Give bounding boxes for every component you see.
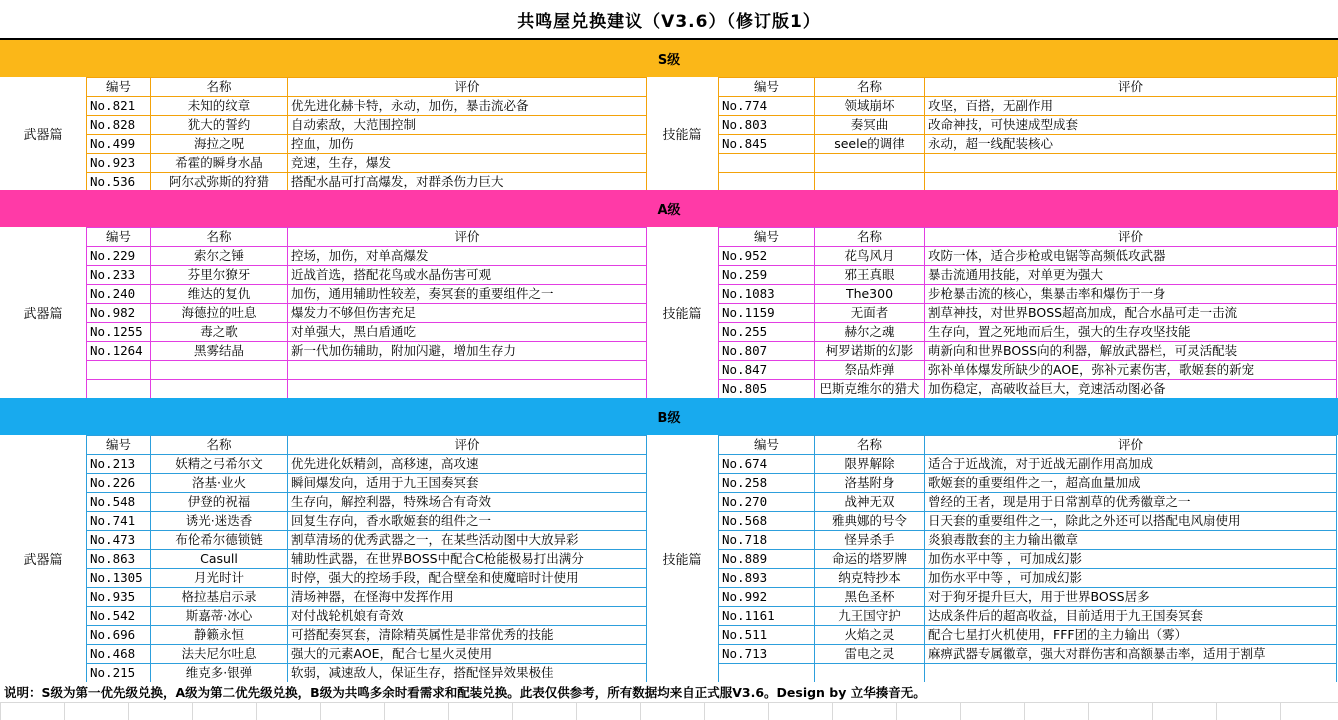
item-number: No.807	[719, 342, 815, 361]
item-name: 火焰之灵	[815, 626, 925, 645]
s-skill-table	[718, 77, 1337, 192]
table-row	[87, 588, 647, 607]
item-evaluation: 回复生存向，香水歌姬套的组件之一	[288, 512, 647, 531]
item-evaluation: 软弱，减速敌人，保证生存，搭配怪异效果极佳	[288, 664, 647, 683]
item-name: 雅典娜的号令	[815, 512, 925, 531]
header-eval: 评价	[288, 78, 647, 97]
item-name: 芬里尔獠牙	[151, 266, 288, 285]
table-header-row	[719, 228, 1337, 247]
table-row	[87, 247, 647, 266]
item-evaluation: 适合于近战流，对于近战无副作用高加成	[925, 455, 1337, 474]
item-evaluation: 弥补单体爆发所缺少的AOE，弥补元素伤害，歌姬套的新宠	[925, 361, 1337, 380]
item-number: No.255	[719, 323, 815, 342]
item-name: 限界解除	[815, 455, 925, 474]
table-row	[719, 550, 1337, 569]
item-evaluation	[288, 380, 647, 399]
table-row	[719, 323, 1337, 342]
item-name: 战神无双	[815, 493, 925, 512]
item-evaluation: 步枪暴击流的核心，集暴击率和爆伤于一身	[925, 285, 1337, 304]
item-number: No.499	[87, 135, 151, 154]
item-number: No.863	[87, 550, 151, 569]
item-evaluation: 歌姬套的重要组件之一，超高血量加成	[925, 474, 1337, 493]
item-name: 无面者	[815, 304, 925, 323]
table-row	[87, 493, 647, 512]
item-name: 诱光·迷迭香	[151, 512, 288, 531]
a-weapon-table	[86, 227, 647, 399]
tier-header-s: S级	[0, 40, 1338, 77]
item-number: No.542	[87, 607, 151, 626]
item-evaluation: 优先进化妖精剑，高移速，高攻速	[288, 455, 647, 474]
item-number: No.828	[87, 116, 151, 135]
item-evaluation: 辅助性武器，在世界BOSS中配合C枪能极易打出满分	[288, 550, 647, 569]
item-evaluation	[288, 361, 647, 380]
item-number: No.1255	[87, 323, 151, 342]
item-number: No.982	[87, 304, 151, 323]
item-evaluation: 达成条件后的超高收益，目前适用于九王国奏冥套	[925, 607, 1337, 626]
item-evaluation	[925, 154, 1337, 173]
weapon-section-label: 武器篇	[23, 128, 63, 143]
tier-header-a: A级	[0, 190, 1338, 227]
item-name: 阿尔忒弥斯的狩猎	[151, 173, 288, 192]
item-name: 命运的塔罗牌	[815, 550, 925, 569]
item-number: No.213	[87, 455, 151, 474]
item-name	[815, 154, 925, 173]
header-no: 编号	[87, 436, 151, 455]
item-evaluation: 加伤，通用辅助性较差，奏冥套的重要组件之一	[288, 285, 647, 304]
item-evaluation: 对付战轮机娘有奇效	[288, 607, 647, 626]
table-row	[87, 97, 647, 116]
skill-section-label: 技能篇	[662, 553, 702, 568]
item-number: No.992	[719, 588, 815, 607]
item-number: No.1083	[719, 285, 815, 304]
item-number: No.718	[719, 531, 815, 550]
item-number: No.226	[87, 474, 151, 493]
item-name: 黑雾结晶	[151, 342, 288, 361]
item-number: No.233	[87, 266, 151, 285]
table-header-row	[87, 78, 647, 97]
item-evaluation: 爆发力不够但伤害充足	[288, 304, 647, 323]
item-name: 维达的复仇	[151, 285, 288, 304]
item-name: 赫尔之魂	[815, 323, 925, 342]
table-row	[719, 380, 1337, 399]
table-row	[87, 531, 647, 550]
skill-section-label: 技能篇	[662, 307, 702, 322]
item-name: Casull	[151, 550, 288, 569]
item-name: 邪王真眼	[815, 266, 925, 285]
item-evaluation: 攻坚，百搭，无副作用	[925, 97, 1337, 116]
item-name: seele的调律	[815, 135, 925, 154]
header-eval: 评价	[288, 436, 647, 455]
table-header-row	[87, 436, 647, 455]
table-row	[87, 550, 647, 569]
item-evaluation: 搭配水晶可打高爆发，对群杀伤力巨大	[288, 173, 647, 192]
item-name: 犹大的誓约	[151, 116, 288, 135]
item-evaluation: 对单强大，黑白盾通吃	[288, 323, 647, 342]
footer-note: 说明：S级为第一优先级兑换，A级为第二优先级兑换，B级为共鸣多余时看需求和配装兑换。此表仅供参考，所有数据均来自正式服V3.6。Design by 立华揍音无。	[0, 682, 1338, 702]
section-s	[0, 77, 1338, 190]
table-row	[719, 531, 1337, 550]
item-name: 洛基·业火	[151, 474, 288, 493]
item-evaluation: 近战首选，搭配花鸟或水晶伤害可观	[288, 266, 647, 285]
item-name: 九王国守护	[815, 607, 925, 626]
item-number: No.893	[719, 569, 815, 588]
section-a	[0, 227, 1338, 398]
item-name: 怪异杀手	[815, 531, 925, 550]
header-eval: 评价	[925, 228, 1337, 247]
item-number: No.1159	[719, 304, 815, 323]
item-number: No.511	[719, 626, 815, 645]
table-row	[719, 304, 1337, 323]
item-number: No.847	[719, 361, 815, 380]
item-number: No.536	[87, 173, 151, 192]
item-name: 纳克特抄本	[815, 569, 925, 588]
item-evaluation: 可搭配奏冥套，清除精英属性是非常优秀的技能	[288, 626, 647, 645]
table-row	[719, 493, 1337, 512]
table-row	[87, 569, 647, 588]
item-number: No.1305	[87, 569, 151, 588]
item-evaluation	[925, 173, 1337, 192]
item-number	[719, 154, 815, 173]
table-row	[719, 645, 1337, 664]
item-number: No.215	[87, 664, 151, 683]
item-number: No.240	[87, 285, 151, 304]
item-name: 希霍的瞬身水晶	[151, 154, 288, 173]
item-evaluation: 对于狗牙提升巨大，用于世界BOSS居多	[925, 588, 1337, 607]
b-weapon-table	[86, 435, 647, 683]
table-row	[87, 455, 647, 474]
item-name: 海拉之呪	[151, 135, 288, 154]
table-header-row	[719, 436, 1337, 455]
item-name: 月光时计	[151, 569, 288, 588]
table-row	[719, 664, 1337, 683]
page-title: 共鸣屋兑换建议（V3.6）（修订版1）	[0, 0, 1338, 40]
item-number: No.923	[87, 154, 151, 173]
item-evaluation: 优先进化赫卡特，永动，加伤，暴击流必备	[288, 97, 647, 116]
item-evaluation: 日天套的重要组件之一，除此之外还可以搭配电风扇使用	[925, 512, 1337, 531]
table-row	[719, 154, 1337, 173]
item-number: No.1264	[87, 342, 151, 361]
item-evaluation: 新一代加伤辅助，附加闪避，增加生存力	[288, 342, 647, 361]
item-number: No.952	[719, 247, 815, 266]
item-number: No.805	[719, 380, 815, 399]
section-b	[0, 435, 1338, 682]
table-row	[87, 645, 647, 664]
item-number: No.696	[87, 626, 151, 645]
table-row	[719, 266, 1337, 285]
weapon-section-label: 武器篇	[23, 553, 63, 568]
item-name: 索尔之锤	[151, 247, 288, 266]
header-name: 名称	[151, 228, 288, 247]
item-number: No.229	[87, 247, 151, 266]
item-name: 巴斯克维尔的猎犬	[815, 380, 925, 399]
item-evaluation: 割草神技，对世界BOSS超高加成，配合水晶可走一击流	[925, 304, 1337, 323]
item-number: No.473	[87, 531, 151, 550]
table-row	[719, 512, 1337, 531]
table-row	[719, 455, 1337, 474]
item-name: 法夫尼尔吐息	[151, 645, 288, 664]
item-evaluation: 永动，超一线配装核心	[925, 135, 1337, 154]
item-name: 伊登的祝福	[151, 493, 288, 512]
item-evaluation: 控血，加伤	[288, 135, 647, 154]
item-name	[151, 361, 288, 380]
item-evaluation: 生存向，置之死地而后生，强大的生存攻坚技能	[925, 323, 1337, 342]
item-name: 祭品炸弹	[815, 361, 925, 380]
header-eval: 评价	[925, 436, 1337, 455]
item-number: No.713	[719, 645, 815, 664]
table-row	[719, 474, 1337, 493]
table-row	[719, 342, 1337, 361]
table-row	[87, 626, 647, 645]
table-row	[87, 342, 647, 361]
table-row	[87, 323, 647, 342]
tier-header-b: B级	[0, 398, 1338, 435]
item-name: 雷电之灵	[815, 645, 925, 664]
spreadsheet-gridlines	[0, 702, 1338, 720]
table-header-row	[87, 228, 647, 247]
table-row	[719, 588, 1337, 607]
item-evaluation	[925, 664, 1337, 683]
item-number	[87, 361, 151, 380]
item-number: No.935	[87, 588, 151, 607]
item-name: 黑色圣杯	[815, 588, 925, 607]
table-row	[719, 135, 1337, 154]
s-weapon-table	[86, 77, 647, 192]
item-number: No.548	[87, 493, 151, 512]
header-eval: 评价	[925, 78, 1337, 97]
table-row	[719, 285, 1337, 304]
table-row	[719, 361, 1337, 380]
item-name: 花鸟风月	[815, 247, 925, 266]
item-number: No.270	[719, 493, 815, 512]
item-name: 格拉基启示录	[151, 588, 288, 607]
table-row	[87, 116, 647, 135]
item-evaluation: 控场，加伤，对单高爆发	[288, 247, 647, 266]
item-evaluation: 加伤水平中等 ，可加成幻影	[925, 569, 1337, 588]
table-row	[719, 173, 1337, 192]
table-row	[87, 135, 647, 154]
header-no: 编号	[87, 78, 151, 97]
table-row	[87, 304, 647, 323]
item-number: No.821	[87, 97, 151, 116]
item-number: No.845	[719, 135, 815, 154]
item-number: No.468	[87, 645, 151, 664]
item-number: No.889	[719, 550, 815, 569]
item-evaluation: 改命神技，可快速成型成套	[925, 116, 1337, 135]
item-evaluation: 麻痹武器专属徽章，强大对群伤害和高额暴击率，适用于割草	[925, 645, 1337, 664]
item-number	[719, 173, 815, 192]
item-evaluation: 强大的元素AOE，配合七星火灵使用	[288, 645, 647, 664]
item-name: 领域崩坏	[815, 97, 925, 116]
table-header-row	[719, 78, 1337, 97]
item-evaluation: 自动索敌，大范围控制	[288, 116, 647, 135]
table-row	[87, 285, 647, 304]
item-evaluation: 清场神器，在怪海中发挥作用	[288, 588, 647, 607]
header-no: 编号	[719, 228, 815, 247]
table-row	[719, 247, 1337, 266]
item-name: 静籁永恒	[151, 626, 288, 645]
item-name	[815, 664, 925, 683]
item-number: No.568	[719, 512, 815, 531]
item-evaluation: 加伤稳定，高破收益巨大，竞速活动图必备	[925, 380, 1337, 399]
item-name: The300	[815, 285, 925, 304]
b-skill-table	[718, 435, 1337, 683]
table-row	[719, 607, 1337, 626]
table-row	[87, 173, 647, 192]
item-name: 斯嘉蒂·冰心	[151, 607, 288, 626]
item-evaluation: 攻防一体，适合步枪或电锯等高频低攻武器	[925, 247, 1337, 266]
header-eval: 评价	[288, 228, 647, 247]
item-evaluation: 暴击流通用技能，对单更为强大	[925, 266, 1337, 285]
item-name: 布伦希尔德锁链	[151, 531, 288, 550]
item-name	[815, 173, 925, 192]
table-row	[87, 664, 647, 683]
item-number	[719, 664, 815, 683]
table-row	[87, 607, 647, 626]
item-name: 洛基附身	[815, 474, 925, 493]
item-name	[151, 380, 288, 399]
item-name: 毒之歌	[151, 323, 288, 342]
header-name: 名称	[815, 436, 925, 455]
table-row	[719, 116, 1337, 135]
item-name: 奏冥曲	[815, 116, 925, 135]
item-evaluation: 配合七星打火机使用，FFF团的主力输出（雾）	[925, 626, 1337, 645]
header-no: 编号	[719, 436, 815, 455]
item-name: 维克多·银弹	[151, 664, 288, 683]
item-evaluation: 炎狼毒散套的主力输出徽章	[925, 531, 1337, 550]
item-number: No.258	[719, 474, 815, 493]
item-number: No.1161	[719, 607, 815, 626]
skill-section-label: 技能篇	[662, 128, 702, 143]
table-row	[87, 361, 647, 380]
item-evaluation: 加伤水平中等 ，可加成幻影	[925, 550, 1337, 569]
header-name: 名称	[815, 78, 925, 97]
item-evaluation: 瞬间爆发向，适用于九王国奏冥套	[288, 474, 647, 493]
item-evaluation: 竞速，生存，爆发	[288, 154, 647, 173]
item-name: 海德拉的吐息	[151, 304, 288, 323]
item-evaluation: 萌新向和世界BOSS向的利器，解放武器栏，可灵活配装	[925, 342, 1337, 361]
table-row	[87, 474, 647, 493]
header-name: 名称	[815, 228, 925, 247]
item-number: No.259	[719, 266, 815, 285]
header-name: 名称	[151, 78, 288, 97]
item-name: 妖精之弓希尔文	[151, 455, 288, 474]
item-name: 柯罗诺斯的幻影	[815, 342, 925, 361]
table-row	[87, 154, 647, 173]
item-evaluation: 曾经的王者，现是用于日常割草的优秀徽章之一	[925, 493, 1337, 512]
item-evaluation: 时停，强大的控场手段，配合壁垒和使魔暗时计使用	[288, 569, 647, 588]
table-row	[87, 512, 647, 531]
item-number	[87, 380, 151, 399]
item-number: No.803	[719, 116, 815, 135]
table-row	[719, 97, 1337, 116]
table-row	[87, 266, 647, 285]
item-evaluation: 生存向，解控利器，特殊场合有奇效	[288, 493, 647, 512]
a-skill-table	[718, 227, 1337, 399]
header-name: 名称	[151, 436, 288, 455]
item-evaluation: 割草清场的优秀武器之一，在某些活动图中大放异彩	[288, 531, 647, 550]
weapon-section-label: 武器篇	[23, 307, 63, 322]
header-no: 编号	[87, 228, 151, 247]
item-name: 未知的纹章	[151, 97, 288, 116]
table-row	[87, 380, 647, 399]
item-number: No.774	[719, 97, 815, 116]
table-row	[719, 626, 1337, 645]
table-row	[719, 569, 1337, 588]
item-number: No.741	[87, 512, 151, 531]
item-number: No.674	[719, 455, 815, 474]
header-no: 编号	[719, 78, 815, 97]
